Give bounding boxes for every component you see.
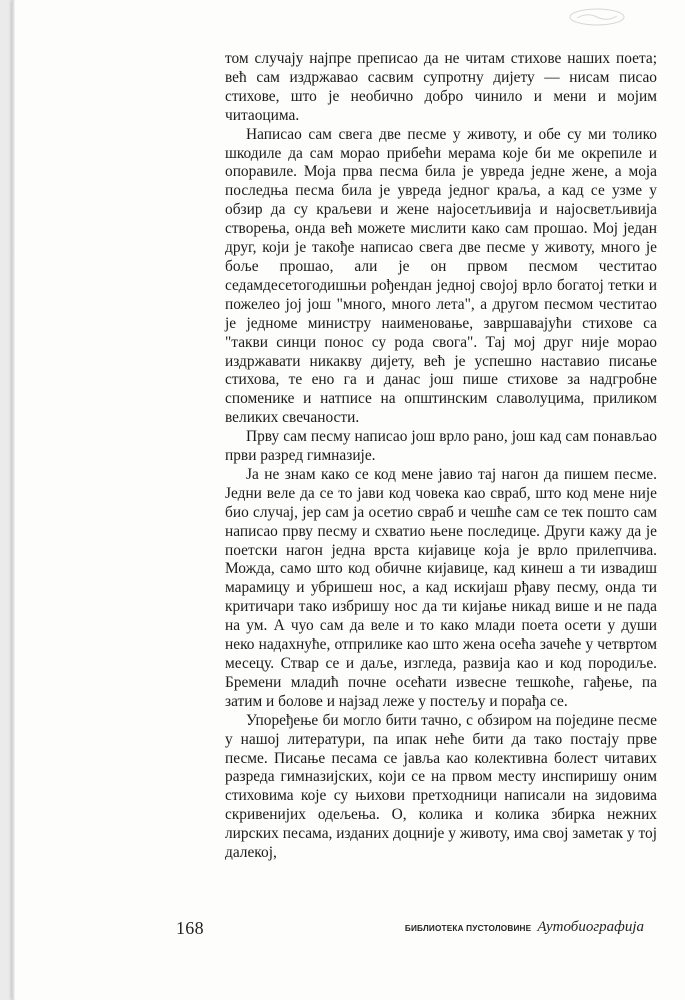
running-footer	[405, 919, 644, 936]
page-gutter-edge	[12, 0, 15, 1000]
faint-stamp-mark	[567, 6, 627, 28]
book-title: Аутобиографија	[537, 919, 644, 935]
paragraph: Упоређење би могло бити тачно, с обзиром на поједине песме у нашој литератури, па ипак неће бити да тако постају прве песме. Писање песама се јавља као колективна болест читавих разреда гимназијских, који се на првом месту инспиришу оним стиховима које су њихови претходници написали на зидовима скривенијих одељења. О, колика и колика збирка нежних лирских песама, изданих доцније у животу, има свој заметак у тој далекој,	[225, 711, 657, 862]
page-number: 168	[176, 918, 204, 938]
series-name: БИБЛИОТЕКА ПУСТОЛОВИНЕ	[404, 924, 532, 933]
paragraph-continuation: том случају најпре преписао да не читам стихове наших поета; већ сам издржавао сасвим супротну дијету — нисам писао стихове, што је необично добро чинило и мени и мојим читаоцима.	[225, 50, 657, 124]
paragraph: Ја не знам како се код мене јавио тај нагон да пишем песме. Једни веле да се то јави код човека као свраб, што код мене није био случај, јер сам ја осетио свраб и чешће сам се тек пошто сам написао прву песму и схватио њене последице. Други кажу да је поетски нагон једна врста кијавице која је врло прилепчива. Можда, само што код обичне кијавице, кад кинеш а ти извадиш марамицу и убришеш нос, а кад искијаш рђаву песму, онда ти критичари тако избришу нос да ти кијање никад више и не пада на ум. А чуо сам да веле и то како млади поета осети у души неко надахнуће, отприлике као што жена осећа зачеће у четвртом месецу. Ствар се и даље, изгледа, развија као и код породиље. Бремени младић почне осећати извесне тешкоће, гађење, па затим и болове и најзад леже у постељу и порађа се.	[225, 465, 657, 710]
paragraph: Написао сам свега две песме у животу, и обе су ми толико шкодиле да сам морао прибећи мерама које би ме окрепиле и опоравиле. Моја прва песма била је увреда једне жене, а моја последња песма била је увреда једног краља, а кад се узме у обзир да су краљеви и жене најосетљивија и најосветљивија створења, онда већ можете мислити како сам прошао. Мој један друг, који је такође написао свега две песме у животу, много је боље прошао, али је он првом песмом честитао седамдесетогодишњи рођендан једној својој врло богатој тетки и пожелео јој још "много, много лета", а другом песмом честитао је једноме министру наименовање, завршавајући стихове са "такви синци понос су рода свога". Тај мој друг није морао издржавати никакву дијету, већ је успешно наставио писање стихова, те ено га и данас још пише стихове за надгробне споменике и натписе на општинским славолуцима, приликом великих свечаности.	[225, 125, 657, 427]
body-text	[225, 50, 657, 863]
paragraph: Прву сам песму написао још врло рано, још кад сам понављао први разред гимназије.	[225, 428, 657, 465]
book-page	[12, 0, 685, 1000]
